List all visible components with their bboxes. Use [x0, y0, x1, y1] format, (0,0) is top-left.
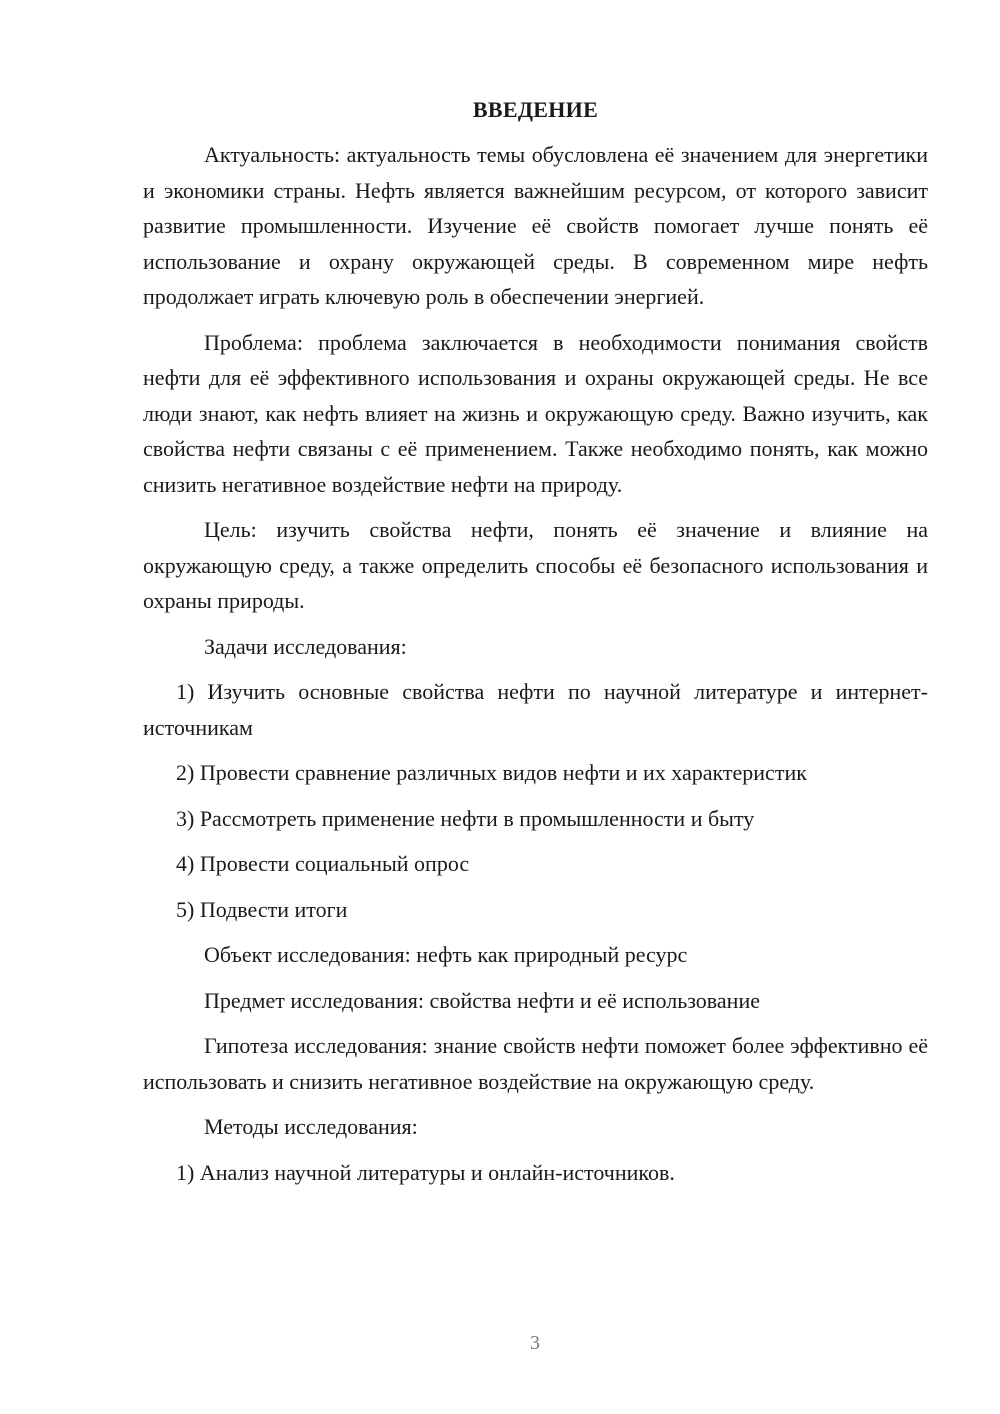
research-object: Объект исследования: нефть как природный ресурс: [204, 942, 688, 967]
task-item: 2) Провести сравнение различных видов нефти и их характеристик: [176, 760, 807, 785]
section-title: ВВЕДЕНИЕ: [472, 97, 599, 122]
page-number: 3: [530, 1332, 540, 1354]
task-item: 4) Провести социальный опрос: [176, 851, 470, 876]
document-page: [143, 95, 928, 1200]
methods-heading: Методы исследования:: [204, 1114, 418, 1139]
relevance-paragraph: Актуальность: актуальность темы обусловлена её значением для энергетики и экономики страны. Нефть является важнейшим ресурсом, от которого зависит развитие промышленности. Изучение её свойств помогает лучше понять её использование и охрану окружающей среды. В современном мире нефть продолжает играть ключевую роль в обеспечении энергией.: [143, 142, 928, 309]
hypothesis-paragraph: Гипотеза исследования: знание свойств нефти поможет более эффективно её использовать и снизить негативное воздействие на окружающую среду.: [143, 1033, 928, 1094]
problem-paragraph: Проблема: проблема заключается в необходимости понимания свойств нефти для её эффективного использования и охраны окружающей среды. Не все люди знают, как нефть влияет на жизнь и окружающую среду. Важно изучить, как свойства нефти связаны с её применением. Также необходимо понять, как можно снизить негативное воздействие нефти на природу.: [143, 329, 928, 497]
task-item: 3) Рассмотреть применение нефти в промышленности и быту: [176, 805, 755, 831]
task-item: 5) Подвести итоги: [176, 896, 348, 922]
method-item: 1) Анализ научной литературы и онлайн-источников.: [176, 1159, 675, 1185]
goal-paragraph: Цель: изучить свойства нефти, понять её значение и влияние на окружающую среду, а также определить способы её безопасного использования и охраны природы.: [143, 517, 928, 613]
research-subject: Предмет исследования: свойства нефти и её использование: [204, 987, 760, 1013]
tasks-heading: Задачи исследования:: [204, 633, 407, 659]
task-item: 1) Изучить основные свойства нефти по научной литературе и интернет-источникам: [143, 679, 928, 740]
